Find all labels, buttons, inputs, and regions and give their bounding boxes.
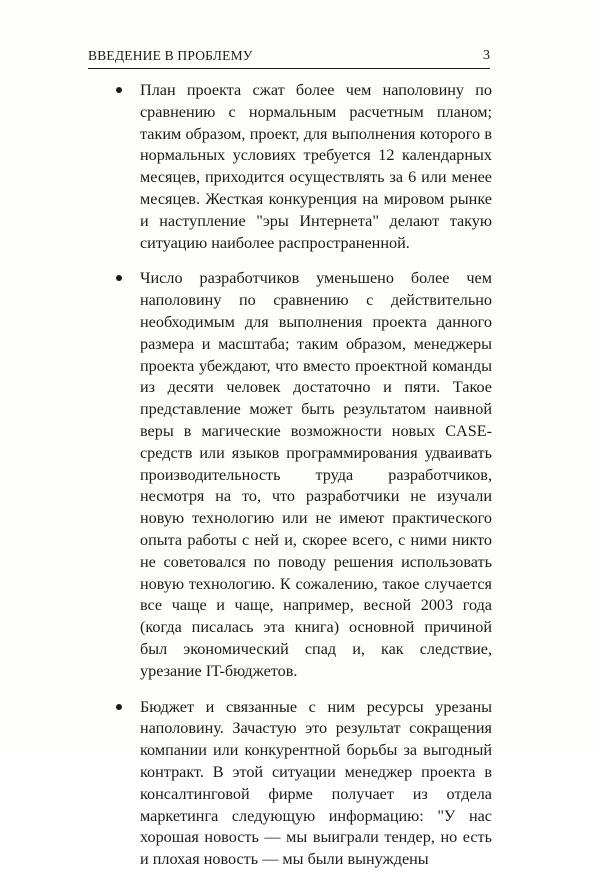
running-head: ВВЕДЕНИЕ В ПРОБЛЕМУ bbox=[88, 48, 253, 63]
list-item bbox=[140, 268, 492, 682]
bullet-icon bbox=[116, 704, 122, 710]
bullet-icon bbox=[116, 275, 122, 281]
list-item-text: Бюджет и связанные с ним ресурсы урезаны наполовину. Зачастую это результат сокращения компании или конкурентной борьбы за выгодный контракт. В этой ситуации менеджер проекта в консалтинговой фирме получает из отдела маркетинга следующую информацию: "У нас хорошая новость — мы выиграли тендер, но есть и плохая новость — мы были вынуждены bbox=[140, 697, 492, 869]
page-header bbox=[88, 46, 490, 69]
list-item bbox=[140, 80, 492, 254]
bullet-icon bbox=[116, 87, 122, 93]
page-number: 3 bbox=[483, 48, 490, 63]
list-item-text: План проекта сжат более чем наполовину по сравнению с нормальным расчетным планом; таким образом, проект, для выполнения которого в нормальных условиях требуется 12 календарных месяцев, приходится осуществлять за 6 или менее месяцев. Жесткая конкуренция на мировом рынке и наступление "эры Интернета" делают такую ситуацию наиболее распространенной. bbox=[140, 81, 492, 252]
list-item-text: Число разработчиков уменьшено более чем наполовину по сравнению с действительно необходимым для выполнения проекта данного размера и масштаба; таким образом, менеджеры проекта убеждают, что вместо проектной команды из десяти человек достаточно и пяти. Такое представление может быть результатом наивной веры в магические возможности новых CASE-средств или языков программирования удваивать производительность труда разработчиков, несмотря на то, что разработчики не изучали новую технологию или не имеют практического опыта работы с ней и, скорее всего, с ними никто не советовался по поводу решения использовать новую технологию. К сожалению, такое случается все чаще и чаще, например, весной 2003 года (когда писалась эта книга) основной причиной был экономический спад и, как следствие, урезание IT-бюджетов. bbox=[140, 269, 492, 680]
bullet-list bbox=[140, 80, 492, 885]
list-item bbox=[140, 697, 492, 871]
